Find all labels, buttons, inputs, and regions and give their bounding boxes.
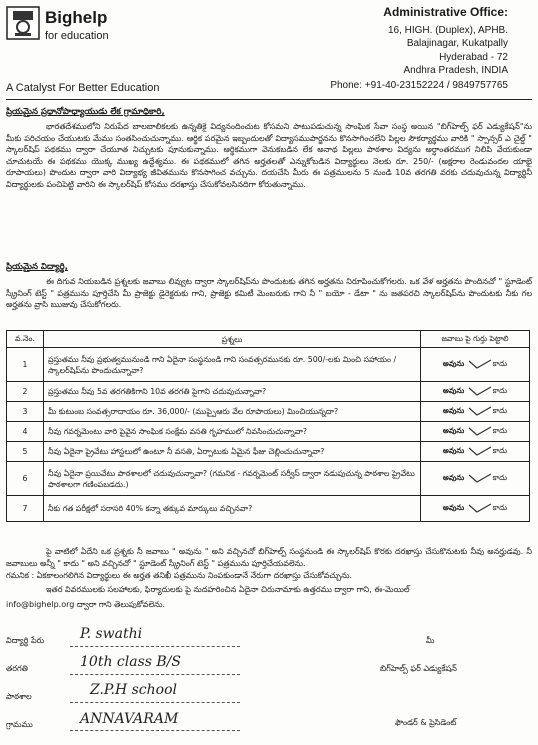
office-title: Administrative Office: bbox=[383, 5, 508, 19]
intro-paragraph: భారతదేశములోని నిరుపేద బాలబాలికలకు ఉన్నతికై విద్యనందించుట కోసమని పాటుపడుచున్న సాంఘిక సేవా సంస్థ అయిన "బిగ్‌హెల్ప్ ఫర్ ఎడ్యుకేషన్"ను మీకు పరిచయం చేయుటకు మేము సంతసించుచున్నాము. ఆర్థిక పరమైన ఇబ్బందులతో విద్యాసముపార్జనను కొనసాగించలేని పిల్లల సౌకర్యార్థము వారికి " స్పాన్సర్ ఎ చైల్డ్ " స్కాలర్‌షిప్ పథకము ద్వారా చేయూత నిచ్చుటకు పూనుకున్నాము. ఆర్థికముగా వెనుకబడిన లేక అనాథ పిల్లలు పాఠశాల విద్యను అర్ధాంతరముగ నిలిపి వేయకుండా చూచుటయే ఈ పథకము యొక్క ముఖ్య ఉద్దేశ్యము. ఈ పథకములో తగిన అర్హతలతో ఎన్నుకోబడిన విద్యార్థులు నెలకు రూ. 250/- (అక్షరాల రెండువందల యాభై రూపాయలు) పొందుట ద్వారా వారి విద్యాభ్య జీవితమును కొనసాగించ వచ్చును. దయచేసి మీరు ఈ పత్రములను 5 నుండి 10వ తరగతి వరకు చదువుచున్న విద్యార్థినీ విద్యార్థులకు పంచిపెట్టి వారిని ఈ స్కాలర్‌షిప్ కోసము దరఖాస్తు చేసుకోవలసినదిగా కోరుతున్నాము. bbox=[6, 122, 532, 189]
org-signature: బిగ్‌హెల్ప్ ఫర్ ఎడ్యుకేషన్ bbox=[380, 664, 457, 673]
brand-subtitle: for education bbox=[45, 30, 109, 42]
check-mark-icon bbox=[467, 386, 493, 396]
student-name-line bbox=[70, 646, 240, 647]
answer-no[interactable]: కాదు bbox=[492, 426, 508, 435]
check-mark-icon bbox=[467, 446, 493, 456]
row-number: 7 bbox=[7, 496, 44, 522]
class-label: తరగతి bbox=[6, 664, 28, 673]
answer-cell[interactable] bbox=[421, 382, 530, 402]
row-number: 6 bbox=[7, 462, 44, 496]
note-contact: ఇతర వివరములకు సలహాలకు, ఫిర్యాదులకు పై నుదహరించిన ఏదైనా చిరునామాకు ఉత్తరము ద్వారా గాని, ఈ-మెయిల్ bbox=[46, 585, 410, 594]
question-text: నీవు గవర్నమెంటు వారి పైవైన సాంఘిక సంక్షేమ వసతి గృహములో నివసించుచున్నావా? bbox=[44, 422, 421, 442]
answer-no[interactable]: కాదు bbox=[492, 503, 508, 512]
school-value[interactable]: Z.P.H school bbox=[90, 682, 178, 698]
row-number: 1 bbox=[7, 348, 44, 382]
student-name-row bbox=[6, 636, 74, 647]
bighelp-logo-icon bbox=[6, 6, 40, 40]
school-label: పాఠశాల bbox=[6, 692, 32, 701]
check-mark-icon bbox=[467, 359, 493, 369]
student-paragraph: ఈ దిగువ నియబడిన ప్రశ్నలకు జవాబు లివ్వుట ద్వారా స్కాలర్‌షిప్‌ను పొందుటకు తగిన అర్హతను నిరూపించుకోగలరు. ఒక వేళ అర్హతను పొందినచో " స్టూడెంట్ స్క్రీనింగ్ టెస్ట్ " పత్రమును పూర్తిచేసి మీ ప్రాజెక్టు డైరెక్టరుకు గాని, ప్రాజెక్టు కమిటీ మెంబరుకు గాని నీ " బయో - డేటా " ను జతపరచి స్కాలర్‌షిప్‌ను పొందుటకు నీకు గల అర్హతను వ్రాసి ఋజువు చేసుకోగలరు. bbox=[6, 277, 532, 310]
table-row bbox=[7, 422, 530, 442]
note-ineligible: పై వాటిలో ఏదేని ఒక ప్రశ్నకు నీ జవాబు " అవును " అని వచ్చినచో బిగ్‌హెల్ప్ సంస్థనుండి ఈ స్కాలర్‌షిప్ కొరకు దరఖాస్తు చేసుకొనుటకు నీవు అనర్హుడవు. నీ జవాబులు అన్నీ " కాదు " అని వచ్చినచో " స్టూడెంట్ స్క్రీనింగ్ టెస్ట్ " పత్రమును పూర్తిచేయవలెను. bbox=[6, 547, 532, 568]
answer-no[interactable]: కాదు bbox=[492, 359, 508, 368]
salutation-headmaster: ప్రియమైన ప్రధానోపాధ్యాయుడు లేక గ్రామాధికారి, bbox=[6, 107, 165, 117]
village-label: గ్రామము bbox=[6, 720, 33, 729]
student-name-value[interactable]: P. swathi bbox=[80, 626, 143, 642]
check-mark-icon bbox=[467, 503, 493, 513]
student-name-label: విద్యార్థి పేరు bbox=[6, 636, 45, 645]
row-number: 5 bbox=[7, 442, 44, 462]
answer-no[interactable]: కాదు bbox=[492, 446, 508, 455]
table-row bbox=[7, 402, 530, 422]
check-mark-icon bbox=[467, 426, 493, 436]
note-email: info@bighelp.org ద్వారా గాని తెలుపుకోవలెను. bbox=[6, 600, 166, 609]
founder-title: ఫౌండర్ & ప్రెసిడెంట్ bbox=[395, 718, 457, 727]
answer-yes[interactable]: అవును bbox=[442, 446, 465, 455]
school-row bbox=[6, 692, 74, 703]
answer-yes[interactable]: అవును bbox=[442, 406, 465, 415]
office-address bbox=[330, 6, 508, 92]
row-number: 3 bbox=[7, 402, 44, 422]
answer-yes[interactable]: అవును bbox=[442, 426, 465, 435]
note-important: గమనిక : ఏకకాలంగలిగిన విద్యార్థులు ఈ అర్హత తనిఖీ పత్రమును నింపకుండానే నేరుగా దరఖాస్తు చేసుకోవచ్చును. bbox=[6, 571, 353, 580]
answer-no[interactable]: కాదు bbox=[492, 386, 508, 395]
eligibility-table bbox=[6, 330, 530, 522]
tagline: A Catalyst For Better Education bbox=[6, 82, 160, 94]
col-number-header: వ.నెం. bbox=[7, 331, 44, 348]
question-text: ప్రస్తుతము నీవు ప్రభుత్వమునుండి గాని ఏదైనా సంస్థనుండి గాని సంవత్సరమునకు రూ. 500/-లకు మించి సహాయం / స్కాలర్‌షిప్‌ను పొందుచున్నావా? bbox=[44, 348, 421, 382]
answer-yes[interactable]: అవును bbox=[442, 503, 465, 512]
answer-yes[interactable]: అవును bbox=[442, 473, 465, 482]
village-value[interactable]: ANNAVARAM bbox=[80, 711, 179, 727]
col-answer-header: జవాబు పై గుర్తు పెట్టాలి bbox=[421, 331, 530, 348]
table-row bbox=[7, 348, 530, 382]
table-header-row bbox=[7, 331, 530, 348]
check-mark-icon bbox=[467, 473, 493, 483]
address-line: Hyderabad - 72 bbox=[439, 51, 508, 63]
header-divider bbox=[6, 99, 532, 100]
answer-no[interactable]: కాదు bbox=[492, 473, 508, 482]
answer-cell[interactable] bbox=[421, 422, 530, 442]
question-text: మీ కుటుంబ సంవత్సరాదాయం రూ. 36,000/- (ముప్పైఆరు వేల రూపాయలు) మించియున్నదా? bbox=[44, 402, 421, 422]
table-row bbox=[7, 442, 530, 462]
check-mark-icon bbox=[467, 406, 493, 416]
address-line: Balajinagar, Kukatpally bbox=[406, 38, 508, 50]
school-line bbox=[70, 702, 240, 703]
office-phone: Phone: +91-40-23152224 / 9849757765 bbox=[330, 80, 508, 92]
answer-cell[interactable] bbox=[421, 348, 530, 382]
row-number: 4 bbox=[7, 422, 44, 442]
col-question-header: ప్రశ్నలు bbox=[44, 331, 421, 348]
table-row bbox=[7, 496, 530, 522]
brand-name: Bighelp bbox=[45, 8, 108, 27]
salutation-student: ప్రియమైన విద్యార్థి, bbox=[6, 262, 68, 272]
answer-no[interactable]: కాదు bbox=[492, 406, 508, 415]
class-line bbox=[70, 674, 240, 675]
answer-yes[interactable]: అవును bbox=[442, 359, 465, 368]
class-row bbox=[6, 664, 74, 675]
address-line: Andhra Pradesh, INDIA bbox=[403, 64, 508, 76]
village-row bbox=[6, 720, 74, 731]
table-row bbox=[7, 382, 530, 402]
answer-cell[interactable] bbox=[421, 496, 530, 522]
answer-cell[interactable] bbox=[421, 462, 530, 496]
question-text: ప్రస్తుతము నీవు 5వ తరగతికిగాని 10వ తరగతి పైగాని చదువుచున్నావా? bbox=[44, 382, 421, 402]
table-row bbox=[7, 462, 530, 496]
question-text: నీవు ఏదైనా ప్రయివేటు పాఠశాలలో చదువుచున్నావా? (గమనిక - గవర్నమెంట్ సర్వీస్ ద్వారా నడుపుచున్న పాఠశాల ప్రైవేటు పాఠశాలగా గణింపబడదు.) bbox=[44, 462, 421, 496]
village-line bbox=[70, 730, 240, 731]
closing-yours: మీ bbox=[426, 636, 435, 645]
answer-cell[interactable] bbox=[421, 402, 530, 422]
question-text: నీకు గత పరీక్షలో సరాసరి 40% కన్నా తక్కువ మార్కులు వచ్చినవా? bbox=[44, 496, 421, 522]
question-text: నీవు ఏదైనా ప్రైవేటు హాస్టలులో ఉంటూ నీ వసతి, ఏర్పాటుకు ఏమైన ఫీజు చెల్లించుచున్నావా? bbox=[44, 442, 421, 462]
answer-cell[interactable] bbox=[421, 442, 530, 462]
answer-yes[interactable]: అవును bbox=[442, 386, 465, 395]
class-value[interactable]: 10th class B/S bbox=[80, 654, 181, 670]
row-number: 2 bbox=[7, 382, 44, 402]
address-line: 16, HIGH. (Duplex), APHB. bbox=[387, 25, 508, 37]
